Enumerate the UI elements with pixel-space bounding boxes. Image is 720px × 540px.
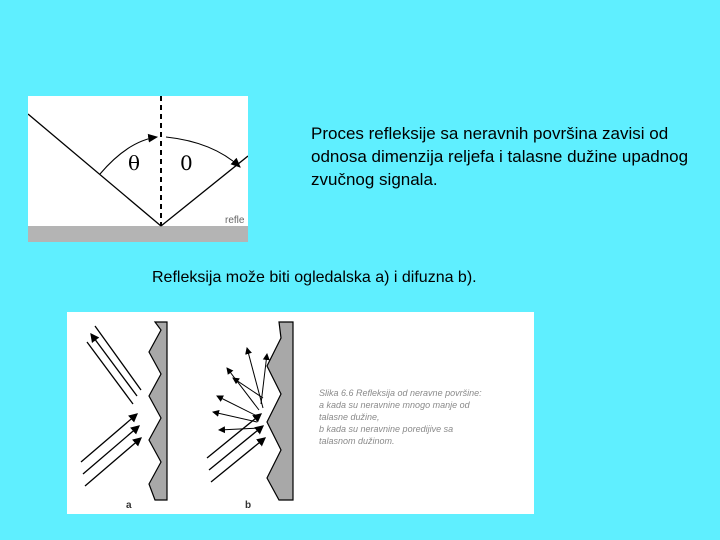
specular-reflected-ray-3 [87, 342, 133, 404]
paragraph-rough-surface: Proces refleksije sa neravnih površina zavisi od odnosa dimenzija reljefa i talasne dužine upadnog zvučnog signala. [311, 124, 689, 189]
reflection-angle-diagram [28, 96, 248, 242]
surface-label: refle [225, 215, 245, 226]
specular-reflected-ray-2 [95, 326, 141, 390]
diffuse-scattered-ray-4 [213, 412, 257, 422]
reflection-angle-figure [28, 96, 248, 242]
specular-incident-ray-3 [85, 438, 141, 486]
caption-line-4: b kada su neravnine porediјive sa [319, 424, 454, 434]
reflection-types-diagram [67, 312, 534, 514]
caption-line-2: a kada su neravnine mnogo manje od [319, 400, 470, 410]
reflection-angle-arc [166, 137, 240, 167]
reflection-types-figure [67, 312, 534, 514]
reflecting-surface [28, 226, 248, 242]
label-b: b [245, 500, 252, 511]
specular-incident-ray-1 [81, 414, 137, 462]
caption-line-3: talasne dužine, [319, 412, 380, 422]
rough-surface-a [149, 322, 167, 500]
diffuse-incident-ray-3 [211, 438, 265, 482]
specular-incident-ray-2 [83, 426, 139, 474]
diffuse-incident-ray-2 [209, 426, 263, 470]
diffuse-scattered-ray-1 [247, 348, 263, 408]
caption-line-5: talasnom dužinom. [319, 436, 395, 446]
specular-reflected-ray-1 [91, 334, 137, 396]
paragraph-reflection-types: Refleksija može biti ogledalska a) i difuzna b). [152, 269, 477, 286]
diffuse-scattered-ray-6 [219, 428, 259, 430]
caption-line-1: Slika 6.6 Refleksija od neravne površine: [319, 388, 482, 398]
label-a: a [126, 500, 132, 511]
angle-zero-label: 0 [180, 151, 193, 175]
diffuse-scattered-ray-5 [261, 354, 267, 404]
rough-surface-b [267, 322, 293, 500]
incident-ray [28, 114, 161, 226]
angle-theta-label: θ [128, 151, 141, 175]
